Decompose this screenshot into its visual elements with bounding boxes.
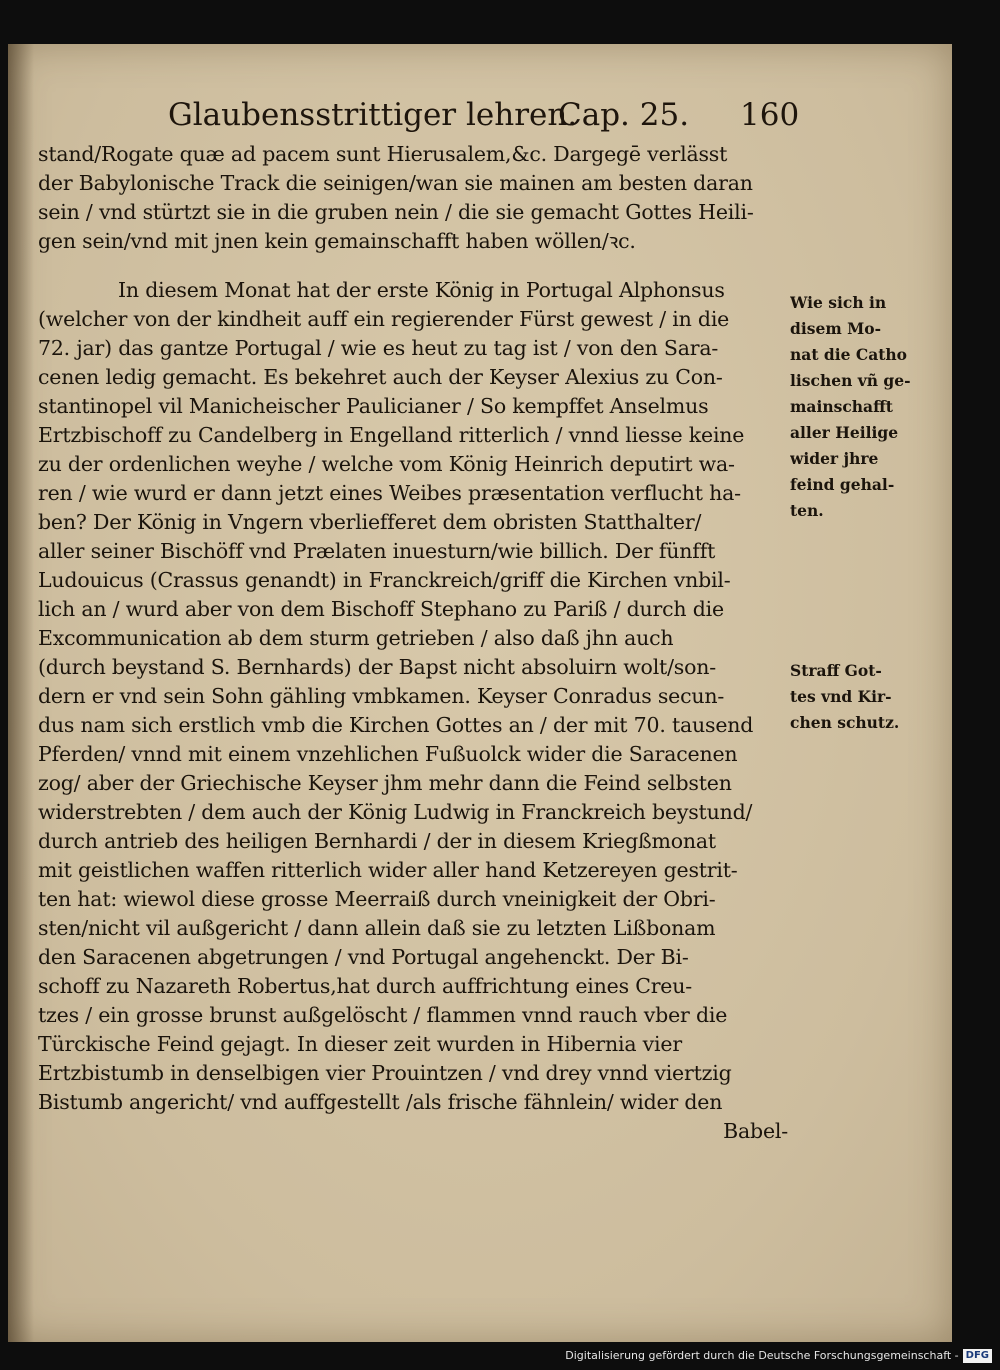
margin-note-1 — [790, 290, 940, 524]
margin-note-line: disem Mo- — [790, 319, 882, 338]
paragraph-2 — [38, 276, 788, 1146]
text-line: Excommunication ab dem sturm getrieben / also daß jhn auch — [38, 626, 674, 650]
text-line: zog/ aber der Griechische Keyser jhm mehr dann die Feind selbsten — [38, 771, 732, 795]
text-line: Pferden/ vnnd mit einem vnzehlichen Fußuolck wider die Saracenen — [38, 742, 738, 766]
margin-note-line: nat die Catho — [790, 345, 907, 364]
margin-note-line: lischen vñ ge- — [790, 371, 911, 390]
book-page — [8, 44, 952, 1342]
margin-note-2 — [790, 658, 940, 736]
folio-number: 160 — [740, 97, 800, 133]
text-line: lich an / wurd aber von dem Bischoff Stephano zu Pariß / durch die — [38, 597, 724, 621]
text-line: stantinopel vil Manicheischer Paulicianer / So kempffet Anselmus — [38, 394, 709, 418]
paragraph-1 — [38, 140, 788, 256]
binding-shadow — [8, 44, 34, 1342]
main-text — [38, 140, 788, 1146]
margin-note-line: tes vnd Kir- — [790, 687, 892, 706]
text-line: In diesem Monat hat der erste König in Portugal Alphonsus — [118, 278, 725, 302]
text-line: Ertzbischoff zu Candelberg in Engelland ritterlich / vnnd liesse keine — [38, 423, 745, 447]
margin-note-line: feind gehal- — [790, 475, 895, 494]
text-line: durch antrieb des heiligen Bernhardi / der in diesem Kriegßmonat — [38, 829, 716, 853]
dfg-logo: DFG — [963, 1349, 992, 1363]
text-line: sein / vnd stürtzt sie in die gruben nein / die sie gemacht Gottes Heili- — [38, 200, 754, 224]
text-line: Ertzbistumb in denselbigen vier Prouintzen / vnd drey vnnd viertzig — [38, 1061, 732, 1085]
text-line: Ludouicus (Crassus genandt) in Franckreich/griff die Kirchen vnbil- — [38, 568, 731, 592]
text-line: tzes / ein grosse brunst außgelöscht / flammen vnnd rauch vber die — [38, 1003, 728, 1027]
chapter-number: Cap. 25. — [558, 97, 690, 133]
text-line: ben? Der König in Vngern vberliefferet dem obristen Statthalter/ — [38, 510, 702, 534]
text-line: mit geistlichen waffen ritterlich wider aller hand Ketzereyen gestrit- — [38, 858, 738, 882]
text-line: ren / wie wurd er dann jetzt eines Weibes præsentation verflucht ha- — [38, 481, 741, 505]
margin-note-line: ten. — [790, 501, 824, 520]
text-line: sten/nicht vil außgericht / dann allein daß sie zu letzten Lißbonam — [38, 916, 716, 940]
margin-note-line: aller Heilige — [790, 423, 899, 442]
text-line: widerstrebten / dem auch der König Ludwig in Franckreich beystund/ — [38, 800, 753, 824]
margin-note-line: wider jhre — [790, 449, 879, 468]
text-line: (durch beystand S. Bernhards) der Bapst nicht absoluirn wolt/son- — [38, 655, 716, 679]
text-line: ten hat: wiewol diese grosse Meerraiß durch vneinigkeit der Obri- — [38, 887, 716, 911]
credit-text: Digitalisierung gefördert durch die Deutsche Forschungsgemeinschaft - — [565, 1349, 959, 1362]
text-line: (welcher von der kindheit auff ein regierender Fürst gewest / in die — [38, 307, 730, 331]
text-line: der Babylonische Track die seinigen/wan sie mainen am besten daran — [38, 171, 753, 195]
margin-note-line: Straff Got- — [790, 661, 882, 680]
digitization-credit — [565, 1347, 992, 1365]
margin-note-line: chen schutz. — [790, 713, 900, 732]
running-title: Glaubensstrittiger lehren. — [168, 97, 578, 133]
margin-note-line: mainschafft — [790, 397, 893, 416]
margin-note-line: Wie sich in — [790, 293, 887, 312]
text-line: gen sein/vnd mit jnen kein gemainschafft haben wöllen/ꝛc. — [38, 229, 636, 253]
catchword: Babel- — [723, 1119, 788, 1143]
text-line: aller seiner Bischöff vnd Prælaten inuesturn/wie billich. Der fünfft — [38, 539, 716, 563]
text-line: dern er vnd sein Sohn gähling vmbkamen. Keyser Conradus secun- — [38, 684, 725, 708]
text-line: zu der ordenlichen weyhe / welche vom König Heinrich deputirt wa- — [38, 452, 735, 476]
page-header — [168, 94, 800, 136]
text-line: stand/Rogate quæ ad pacem sunt Hierusalem,&c. Dargegē verlässt — [38, 142, 728, 166]
text-line: Türckische Feind gejagt. In dieser zeit wurden in Hibernia vier — [38, 1032, 682, 1056]
text-line: 72. jar) das gantze Portugal / wie es heut zu tag ist / von den Sara- — [38, 336, 719, 360]
text-line: Bistumb angericht/ vnd auffgestellt /als frische fähnlein/ wider den — [38, 1090, 723, 1114]
text-line: cenen ledig gemacht. Es bekehret auch der Keyser Alexius zu Con- — [38, 365, 723, 389]
paragraph-gap — [38, 256, 788, 276]
text-line: dus nam sich erstlich vmb die Kirchen Gottes an / der mit 70. tausend — [38, 713, 754, 737]
text-line: den Saracenen abgetrungen / vnd Portugal angehenckt. Der Bi- — [38, 945, 689, 969]
text-line: schoff zu Nazareth Robertus,hat durch auffrichtung eines Creu- — [38, 974, 692, 998]
